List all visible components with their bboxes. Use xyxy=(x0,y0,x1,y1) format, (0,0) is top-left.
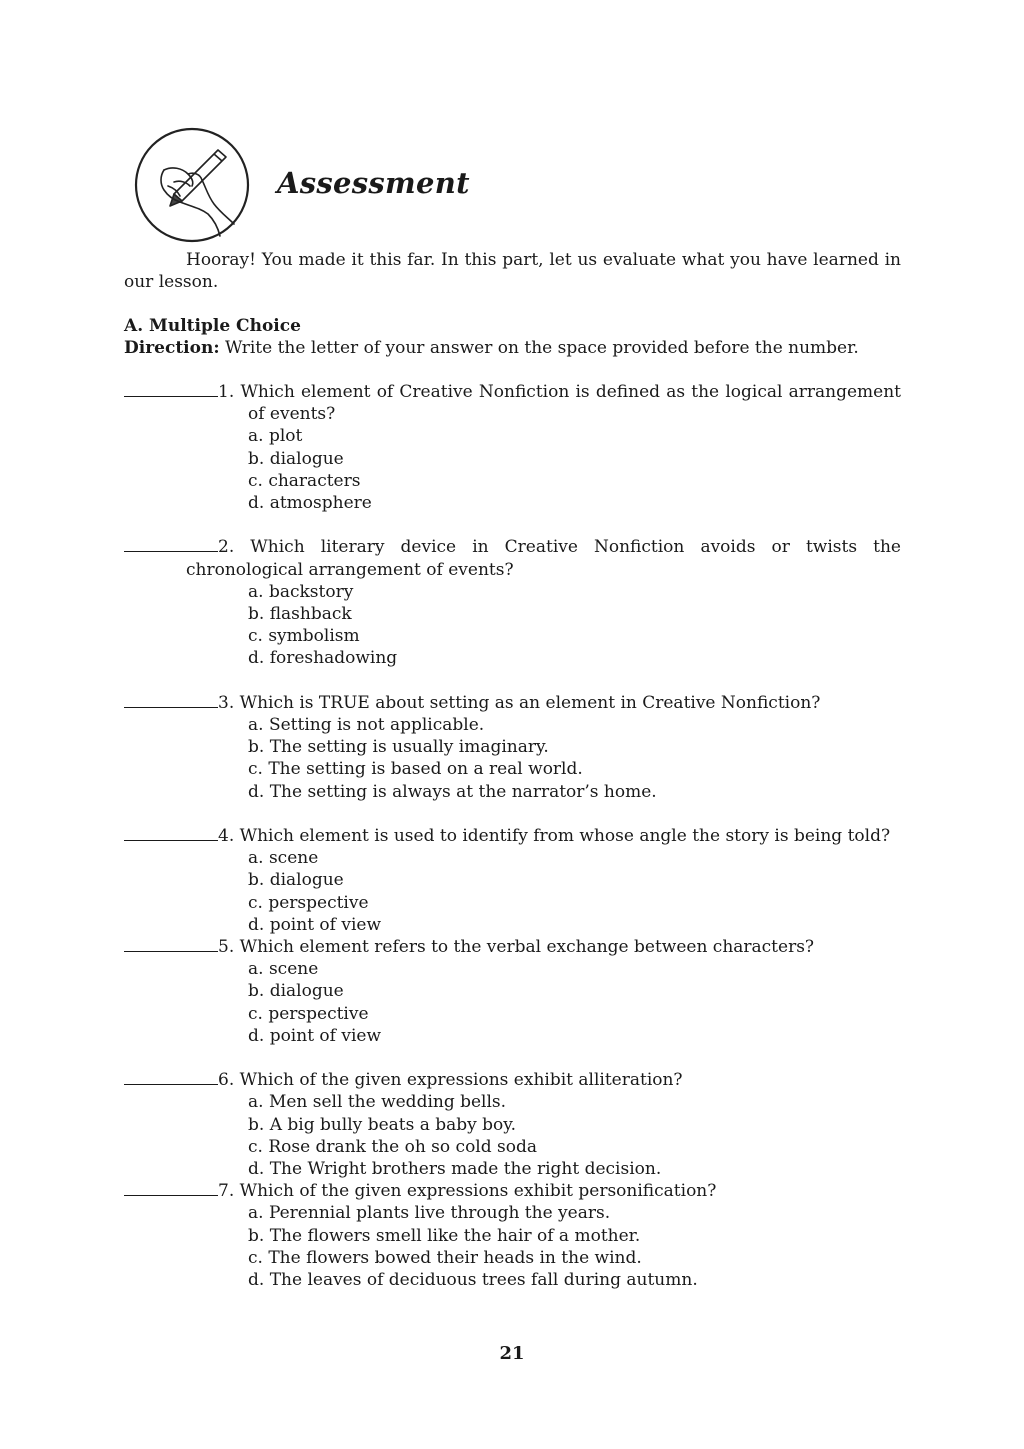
choice-list xyxy=(124,958,901,1047)
question-number: 7. xyxy=(218,1181,235,1202)
choice-a: a. plot xyxy=(248,426,303,447)
choice-b: b. The flowers smell like the hair of a mother. xyxy=(248,1225,641,1246)
question-text: Which is TRUE about setting as an element in Creative Nonfiction? xyxy=(234,692,821,713)
choice-d: d. The Wright brothers made the right decision. xyxy=(248,1159,662,1180)
choice-a: a. backstory xyxy=(248,581,354,602)
choice-a: a. Men sell the wedding bells. xyxy=(248,1092,507,1113)
choice-b: b. dialogue xyxy=(248,870,344,891)
answer-blank-1[interactable] xyxy=(124,381,218,397)
choice-a: a. scene xyxy=(248,959,319,980)
question-stem xyxy=(124,381,901,425)
choice-c: c. perspective xyxy=(248,1003,369,1024)
choice-b: b. The setting is usually imaginary. xyxy=(248,737,549,758)
question-2 xyxy=(124,536,901,669)
choice-d: d. foreshadowing xyxy=(248,648,398,669)
question-6 xyxy=(124,1069,901,1180)
choice-c: c. characters xyxy=(248,470,361,491)
choice-b: b. flashback xyxy=(248,604,352,625)
question-stem xyxy=(124,536,901,580)
section-heading: A. Multiple Choice xyxy=(124,316,301,336)
direction-line xyxy=(124,337,901,359)
answer-blank-4[interactable] xyxy=(124,825,218,841)
choice-b: b. A big bully beats a baby boy. xyxy=(248,1114,517,1135)
answer-blank-3[interactable] xyxy=(124,692,218,708)
answer-blank-2[interactable] xyxy=(124,536,218,552)
question-number: 2. xyxy=(218,537,235,558)
choice-b: b. dialogue xyxy=(248,981,344,1002)
question-number: 4. xyxy=(218,826,235,847)
page-title: Assessment xyxy=(277,166,470,200)
section-block xyxy=(124,315,901,359)
question-list xyxy=(124,381,901,1291)
choice-list xyxy=(124,425,901,514)
question-number: 5. xyxy=(218,937,235,958)
question-stem xyxy=(124,825,901,847)
choice-d: d. point of view xyxy=(248,1025,382,1046)
question-text: Which of the given expressions exhibit alliteration? xyxy=(234,1070,683,1091)
choice-a: a. scene xyxy=(248,848,319,869)
question-text: Which element of Creative Nonfiction is defined as the logical arrangement of events? xyxy=(234,382,901,425)
answer-blank-5[interactable] xyxy=(124,936,218,952)
question-number: 1. xyxy=(218,382,235,402)
question-text: Which element is used to identify from whose angle the story is being told? xyxy=(234,826,891,847)
question-text: Which of the given expressions exhibit personification? xyxy=(234,1181,717,1202)
choice-d: d. point of view xyxy=(248,914,382,935)
question-7 xyxy=(124,1180,901,1291)
choice-list xyxy=(124,714,901,803)
page-number: 21 xyxy=(499,1343,525,1364)
question-3 xyxy=(124,692,901,803)
question-text: Which element refers to the verbal exchange between characters? xyxy=(234,937,815,958)
question-number: 3. xyxy=(218,692,235,713)
choice-d: d. The setting is always at the narrator’s home. xyxy=(248,781,657,802)
question-stem xyxy=(124,936,901,958)
direction-label: Direction: xyxy=(124,338,220,359)
choice-c: c. The flowers bowed their heads in the wind. xyxy=(248,1247,642,1268)
answer-blank-7[interactable] xyxy=(124,1180,218,1196)
choice-c: c. The setting is based on a real world. xyxy=(248,759,583,780)
choice-a: a. Perennial plants live through the years. xyxy=(248,1203,611,1224)
choice-a: a. Setting is not applicable. xyxy=(248,715,485,736)
choice-list xyxy=(124,581,901,670)
choice-d: d. The leaves of deciduous trees fall during autumn. xyxy=(248,1270,698,1291)
choice-list xyxy=(124,847,901,936)
question-stem xyxy=(124,692,901,714)
direction-text: Write the letter of your answer on the space provided before the number. xyxy=(219,338,859,359)
question-1 xyxy=(124,381,901,514)
choice-c: c. Rose drank the oh so cold soda xyxy=(248,1136,537,1157)
intro-paragraph: Hooray! You made it this far. In this part, let us evaluate what you have learned in our lesson. xyxy=(124,250,901,293)
pencil-hand-icon xyxy=(134,124,256,246)
question-stem xyxy=(124,1180,901,1202)
question-stem xyxy=(124,1069,901,1091)
question-5 xyxy=(124,936,901,1047)
answer-blank-6[interactable] xyxy=(124,1069,218,1085)
question-text: Which literary device in Creative Nonfiction avoids or twists the chronological arrangement of events? xyxy=(186,537,901,580)
choice-c: c. symbolism xyxy=(248,626,360,647)
choice-b: b. dialogue xyxy=(248,448,344,469)
choice-list xyxy=(124,1202,901,1291)
question-number: 6. xyxy=(218,1070,235,1091)
choice-list xyxy=(124,1091,901,1180)
question-4 xyxy=(124,825,901,936)
choice-d: d. atmosphere xyxy=(248,493,372,514)
choice-c: c. perspective xyxy=(248,892,369,913)
